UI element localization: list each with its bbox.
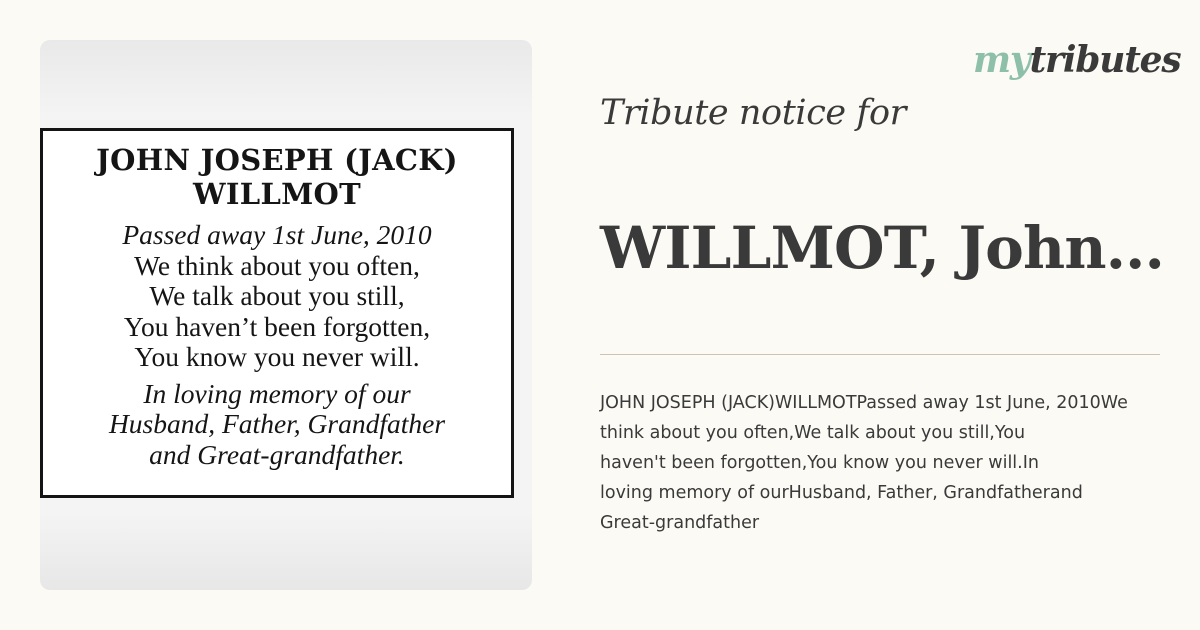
notice-clipping: [40, 128, 514, 498]
notice-image: [40, 40, 532, 590]
deceased-name: WILLMOT, John...: [600, 214, 1164, 282]
tribute-label: Tribute notice for: [600, 93, 906, 133]
mytributes-logo[interactable]: [973, 36, 1180, 84]
notice-line-memory: and Great-grandfather.: [149, 438, 405, 470]
notice-description: [600, 388, 1198, 538]
notice-verse: [43, 220, 511, 470]
notice-line: We think about you often,: [134, 249, 420, 281]
description-line: loving memory of ourHusband, Father, Grandfatherand: [600, 483, 1083, 503]
logo-prefix: my: [973, 39, 1030, 81]
description-line: Great-grandfather: [600, 513, 760, 533]
logo-suffix: tributes: [1029, 39, 1181, 81]
notice-line-memory: Husband, Father, Grandfather: [108, 408, 446, 439]
divider: [600, 354, 1160, 355]
description-line: haven't been forgotten,You know you never will.In: [600, 453, 1039, 473]
description-line: think about you often,We talk about you still,You: [600, 423, 1026, 443]
notice-line: You know you never will.: [134, 341, 420, 372]
notice-name-line-1: JOHN JOSEPH (JACK): [96, 143, 458, 177]
notice-line: You haven’t been forgotten,: [123, 310, 431, 342]
notice-name-line-2: WILLMOT: [193, 177, 361, 211]
notice-line: We talk about you still,: [149, 280, 405, 311]
description-line: JOHN JOSEPH (JACK)WILLMOTPassed away 1st June, 2010We: [600, 393, 1128, 413]
notice-line-date: Passed away 1st June, 2010: [122, 219, 432, 250]
notice-line-memory: In loving memory of our: [143, 377, 411, 409]
